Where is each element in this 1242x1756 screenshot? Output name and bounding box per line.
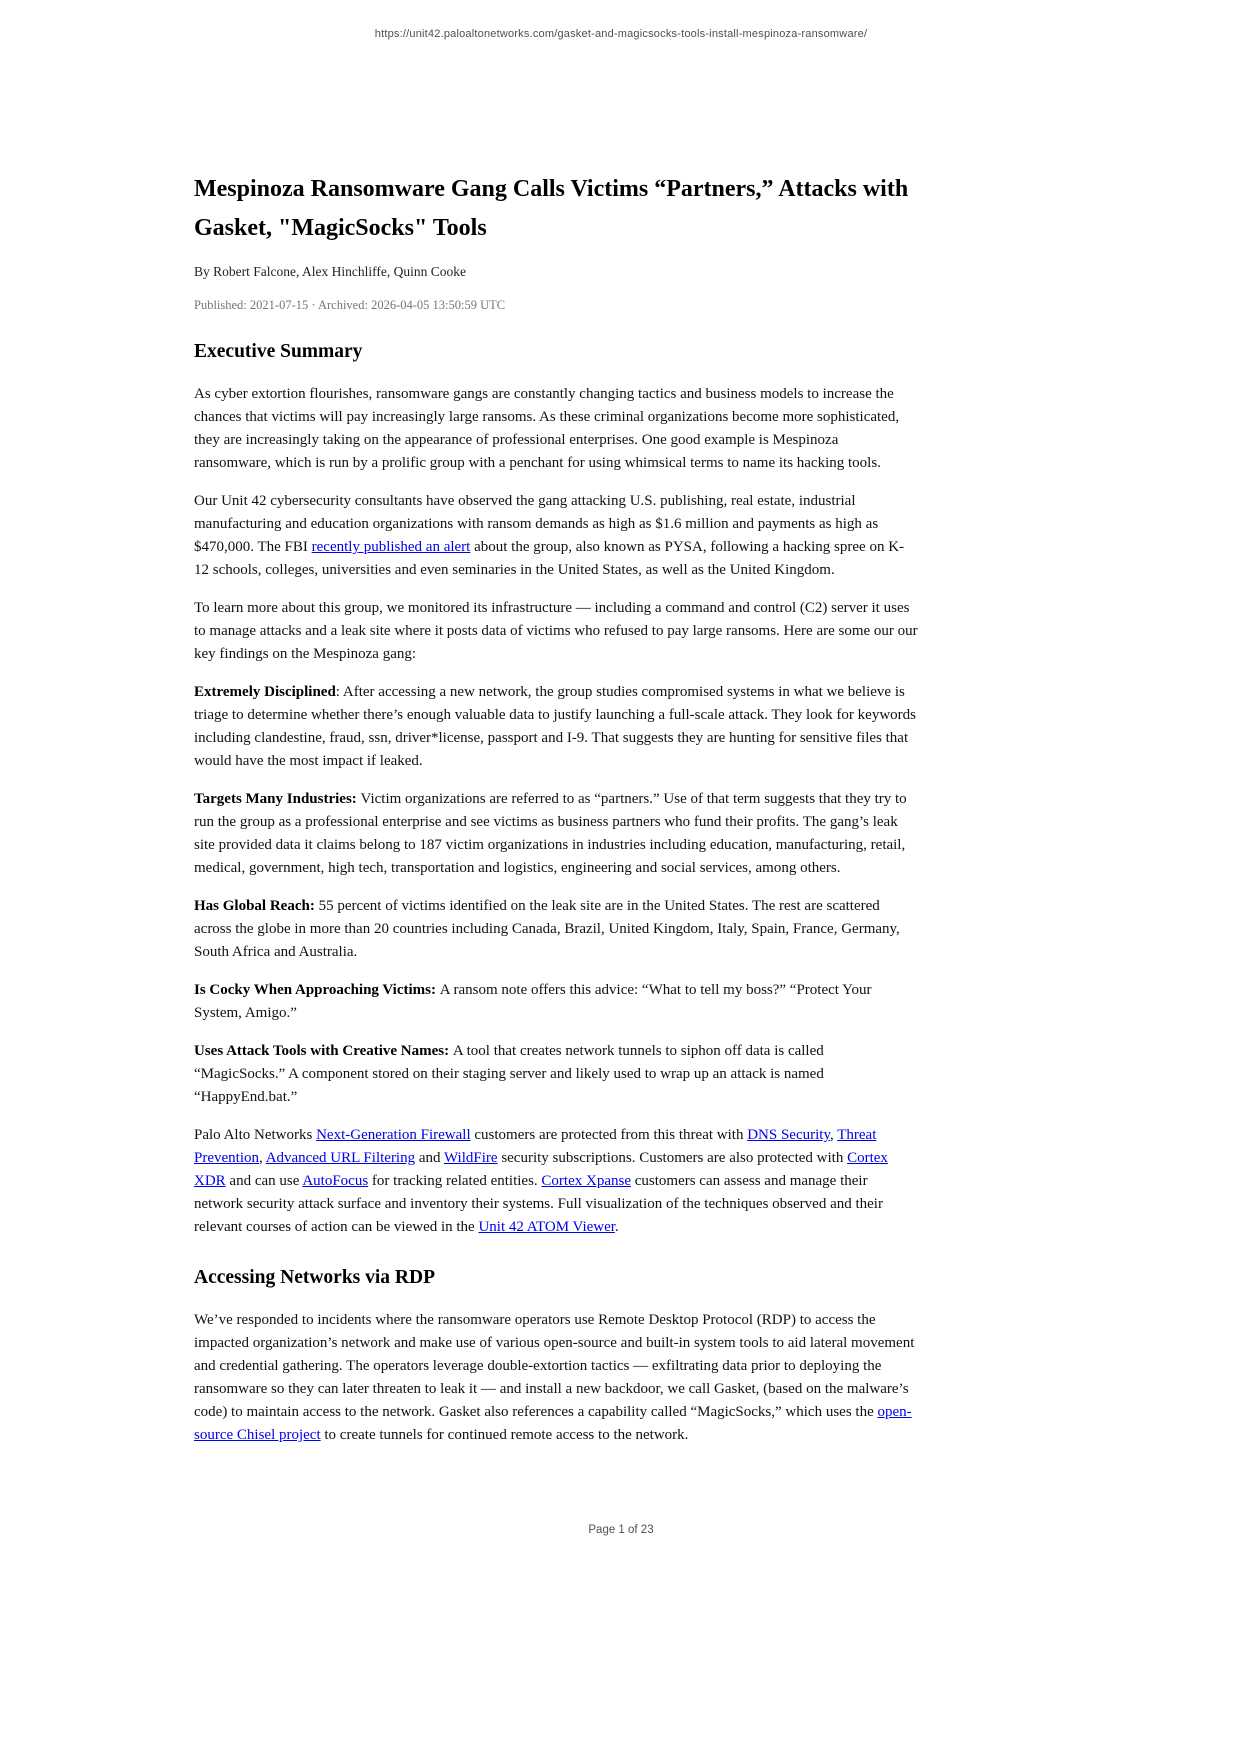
paragraph xyxy=(194,490,918,582)
article xyxy=(194,170,918,1462)
body-text: To learn more about this group, we monitored its infrastructure — including a command and control (C2) server it uses to manage attacks and a leak site where it posts data of victims who refused to pay large ransoms. Here are some our our key findings on the Mespinoza gang: xyxy=(194,600,918,662)
inline-link[interactable]: AutoFocus xyxy=(302,1173,369,1189)
paragraph xyxy=(194,383,918,475)
body-text: 55 percent of victims identified on the leak site are in the United States. The rest are scattered across the globe in more than 20 countries including Canada, Brazil, United Kingdom, Italy, Spain, France, Germany, South Africa and Australia. xyxy=(194,898,900,960)
paragraph xyxy=(194,597,918,666)
inline-link[interactable]: Next-Generation Firewall xyxy=(316,1127,471,1143)
bold-lead-in: Has Global Reach: xyxy=(194,898,319,914)
inline-link[interactable]: Unit 42 ATOM Viewer xyxy=(478,1219,615,1235)
article-title: Mespinoza Ransomware Gang Calls Victims “Partners,” Attacks with Gasket, "MagicSocks" Tools xyxy=(194,176,909,241)
paragraph xyxy=(194,1124,918,1239)
section-heading: Executive Summary xyxy=(194,341,363,362)
body-text: A ransom note offers this advice: “What to tell my boss?” “Protect Your System, Amigo.” xyxy=(194,982,872,1021)
body-text: for tracking related entities. xyxy=(368,1173,542,1189)
body-text: customers can assess and manage their network security attack surface and inventory their systems. Full visualization of the techniques observed and their relevant courses of action can be viewed in the xyxy=(194,1173,883,1235)
body-text: and can use xyxy=(225,1173,303,1189)
inline-link[interactable]: WildFire xyxy=(444,1150,498,1166)
bold-lead-in: Is Cocky When Approaching Victims: xyxy=(194,982,440,998)
body-text: Victim organizations are referred to as “partners.” Use of that term suggests that they try to run the group as a professional enterprise and see victims as business partners who fund their profits. The gang’s leak site provided data it claims belong to 187 victim organizations in industries including education, manufacturing, retail, medical, government, high tech, transportation and logistics, engineering and social services, among others. xyxy=(194,791,907,876)
paragraph xyxy=(194,681,918,773)
body-text: , xyxy=(259,1150,266,1166)
body-text: : After accessing a new network, the group studies compromised systems in what we believe is triage to determine whether there’s enough valuable data to justify launching a full-scale attack. They look for keywords including clandestine, fraud, ssn, driver*license, passport and I-9. That suggests they are hunting for sensitive files that would have the most impact if leaked. xyxy=(194,684,916,769)
inline-link[interactable]: Cortex Xpanse xyxy=(541,1173,631,1189)
body-text: to create tunnels for continued remote access to the network. xyxy=(320,1427,689,1443)
body-text: security subscriptions. Customers are also protected with xyxy=(497,1150,848,1166)
page-url: https://unit42.paloaltonetworks.com/gasket-and-magicsocks-tools-install-mespinoza-ransomware/ xyxy=(374,28,868,40)
body-text: , xyxy=(829,1127,838,1143)
inline-link[interactable]: Cortex XDR xyxy=(194,1150,888,1189)
body-text: Palo Alto Networks xyxy=(194,1127,317,1143)
paragraph xyxy=(194,895,918,964)
section-heading: Accessing Networks via RDP xyxy=(194,1267,436,1288)
body-text: customers are protected from this threat with xyxy=(470,1127,748,1143)
article-byline: By Robert Falcone, Alex Hinchliffe, Quinn Cooke xyxy=(194,264,466,279)
bold-lead-in: Targets Many Industries: xyxy=(194,791,361,807)
inline-link[interactable]: recently published an alert xyxy=(311,539,471,555)
paragraph xyxy=(194,979,918,1025)
body-text: A tool that creates network tunnels to siphon off data is called “MagicSocks.” A component stored on their staging server and likely used to wrap up an attack is named “HappyEnd.bat.” xyxy=(194,1043,824,1105)
body-text: . xyxy=(614,1219,619,1235)
body-text: and xyxy=(415,1150,444,1166)
body-text: about the group, also known as PYSA, following a hacking spree on K-12 schools, colleges, universities and even seminaries in the United States, as well as the United Kingdom. xyxy=(194,539,905,578)
inline-link[interactable]: open-source Chisel project xyxy=(194,1404,912,1443)
page-number: Page 1 of 23 xyxy=(588,1524,654,1536)
inline-link[interactable]: Advanced URL Filtering xyxy=(265,1150,416,1166)
inline-link[interactable]: Threat Prevention xyxy=(194,1127,877,1166)
article-meta: Published: 2021-07-15 · Archived: 2026-04-05 13:50:59 UTC xyxy=(194,298,506,312)
inline-link[interactable]: DNS Security xyxy=(747,1127,830,1143)
bold-lead-in: Uses Attack Tools with Creative Names: xyxy=(194,1043,453,1059)
paragraph xyxy=(194,1309,918,1447)
bold-lead-in: Extremely Disciplined xyxy=(194,684,336,700)
paragraph xyxy=(194,1040,918,1109)
body-text: As cyber extortion flourishes, ransomware gangs are constantly changing tactics and business models to increase the chances that victims will pay increasingly large ransoms. As these criminal organizations become more sophisticated, they are increasingly taking on the appearance of professional enterprises. One good example is Mespinoza ransomware, which is run by a prolific group with a penchant for using whimsical terms to name its hacking tools. xyxy=(194,386,900,471)
body-text: Our Unit 42 cybersecurity consultants have observed the gang attacking U.S. publishing, real estate, industrial manufacturing and education organizations with ransom demands as high as $1.6 million and payments as high as $470,000. The FBI xyxy=(194,493,879,555)
paragraph xyxy=(194,788,918,880)
body-text: We’ve responded to incidents where the ransomware operators use Remote Desktop Protocol (RDP) to access the impacted organization’s network and make use of various open-source and built-in system tools to aid lateral movement and credential gathering. The operators leverage double-extortion tactics — exfiltrating data prior to deploying the ransomware so they can later threaten to leak it — and install a new backdoor, we call Gasket, (based on the malware’s code) to maintain access to the network. Gasket also references a capability called “MagicSocks,” which uses the xyxy=(194,1312,915,1420)
article-body xyxy=(194,341,918,1447)
